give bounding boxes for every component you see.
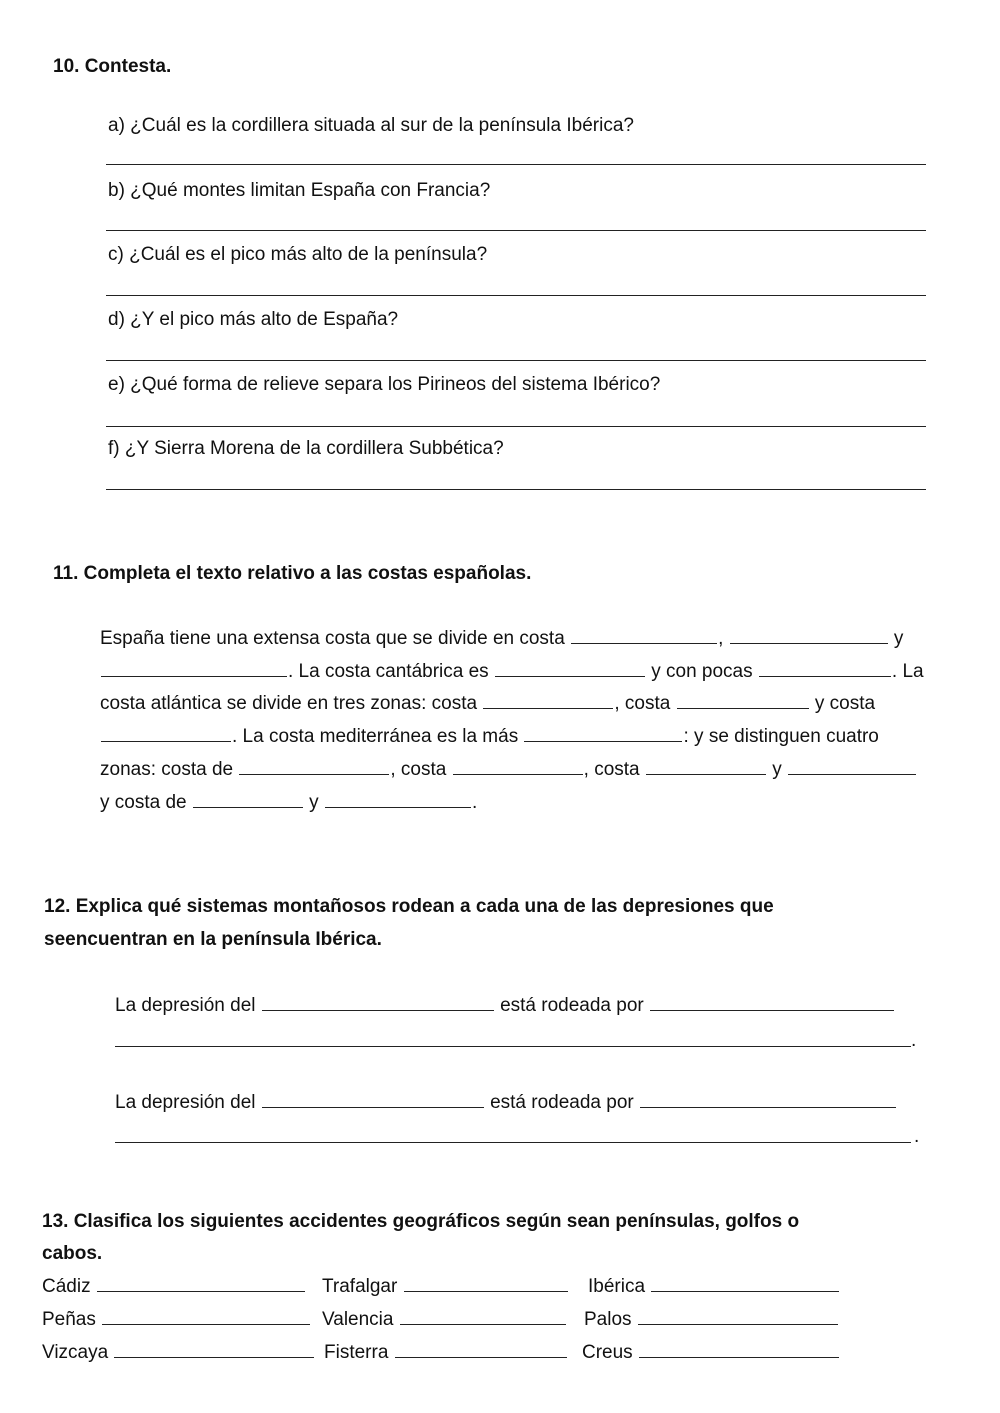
- q13-item-valencia: [322, 1310, 567, 1329]
- q11-line3-text-a: costa atlántica se divide en tres zonas: costa: [100, 693, 478, 714]
- q13-title-line-2: cabos.: [42, 1243, 103, 1264]
- q11-line4-text-b: : y se distinguen cuatro: [683, 726, 879, 747]
- q11-blank[interactable]: [193, 793, 303, 808]
- q10-answer-line-a[interactable]: [106, 164, 926, 165]
- q13-blank[interactable]: [102, 1310, 310, 1325]
- q13-blank[interactable]: [114, 1343, 314, 1358]
- q11-blank[interactable]: [730, 629, 888, 644]
- q13-blank[interactable]: [651, 1277, 839, 1292]
- q11-line5-text-c: , costa: [583, 759, 640, 780]
- q11-line5-text-b: , costa: [390, 759, 447, 780]
- q11-line4-text-a: . La costa mediterránea es la más: [232, 726, 519, 747]
- q12-row2-text-b: está rodeada por: [490, 1092, 634, 1113]
- q12-blank[interactable]: [650, 996, 894, 1011]
- q11-blank[interactable]: [788, 760, 916, 775]
- q12-title-line-1: 12. Explica qué sistemas montañosos rodean a cada una de las depresiones que: [44, 896, 774, 917]
- q12-blank[interactable]: [262, 1093, 484, 1108]
- q12-answer-line-1[interactable]: [115, 1046, 911, 1047]
- q11-text-line-6: [100, 793, 477, 812]
- q10-answer-line-f[interactable]: [106, 489, 926, 490]
- q13-label: Valencia: [322, 1309, 394, 1330]
- q10-question-a: a) ¿Cuál es la cordillera situada al sur de la península Ibérica?: [108, 115, 634, 136]
- q11-text-line-4: [100, 727, 879, 746]
- q12-row-2: [115, 1093, 897, 1112]
- q13-label: Cádiz: [42, 1276, 91, 1297]
- q13-label: Trafalgar: [322, 1276, 398, 1297]
- q13-label: Peñas: [42, 1309, 96, 1330]
- q13-item-penas: [42, 1310, 311, 1329]
- q13-blank[interactable]: [400, 1310, 566, 1325]
- q11-text-line-2: [100, 662, 924, 681]
- q13-label: Ibérica: [588, 1276, 646, 1297]
- q11-line2-text-c: . La: [891, 661, 924, 682]
- q11-blank[interactable]: [101, 662, 287, 677]
- q11-line6-text-b: y: [309, 792, 319, 813]
- q12-row2-end: .: [914, 1126, 920, 1147]
- q11-line3-text-b: , costa: [614, 693, 671, 714]
- q11-line5-text-d: y: [772, 759, 782, 780]
- q13-item-palos: [584, 1310, 839, 1329]
- q13-item-fisterra: [324, 1343, 568, 1362]
- q13-blank[interactable]: [639, 1343, 839, 1358]
- q10-question-e: e) ¿Qué forma de relieve separa los Pirineos del sistema Ibérico?: [108, 374, 661, 395]
- q12-row1-text-b: está rodeada por: [500, 995, 644, 1016]
- q12-blank[interactable]: [262, 996, 494, 1011]
- q13-blank[interactable]: [395, 1343, 567, 1358]
- q10-answer-line-c[interactable]: [106, 295, 926, 296]
- q11-line6-text-a: y costa de: [100, 792, 187, 813]
- q13-label: Creus: [582, 1342, 633, 1363]
- q10-title: 10. Contesta.: [53, 56, 172, 77]
- q13-blank[interactable]: [97, 1277, 305, 1292]
- q11-text-line-3: [100, 694, 875, 713]
- q10-answer-line-d[interactable]: [106, 360, 926, 361]
- q12-row2-text-a: La depresión del: [115, 1092, 256, 1113]
- q11-blank[interactable]: [325, 793, 471, 808]
- q10-question-c: c) ¿Cuál es el pico más alto de la península?: [108, 244, 488, 265]
- q11-line5-text-a: zonas: costa de: [100, 759, 234, 780]
- q11-title: 11. Completa el texto relativo a las costas españolas.: [53, 563, 532, 584]
- q12-row1-end: .: [911, 1030, 917, 1051]
- q13-item-trafalgar: [322, 1277, 569, 1296]
- q11-text-line-1: [100, 629, 903, 648]
- q12-row1-text-a: La depresión del: [115, 995, 256, 1016]
- q13-label: Fisterra: [324, 1342, 389, 1363]
- q11-blank[interactable]: [483, 694, 613, 709]
- q11-blank[interactable]: [571, 629, 717, 644]
- q11-line1-text-b: ,: [718, 628, 724, 649]
- q11-blank[interactable]: [524, 727, 682, 742]
- q11-blank[interactable]: [759, 662, 891, 677]
- q12-answer-line-2[interactable]: [115, 1142, 911, 1143]
- q11-line2-text-a: . La costa cantábrica es: [288, 661, 489, 682]
- q11-line3-text-c: y costa: [814, 693, 876, 714]
- q13-item-vizcaya: [42, 1343, 315, 1362]
- q11-blank[interactable]: [101, 727, 231, 742]
- q12-blank[interactable]: [640, 1093, 896, 1108]
- q10-answer-line-b[interactable]: [106, 230, 926, 231]
- q11-line6-text-c: .: [471, 792, 478, 813]
- q13-title-line-1: 13. Clasifica los siguientes accidentes geográficos según sean penínsulas, golfos o: [42, 1211, 800, 1232]
- q10-question-f: f) ¿Y Sierra Morena de la cordillera Subbética?: [108, 438, 504, 459]
- q11-text-line-5: [100, 760, 917, 779]
- q13-item-cadiz: [42, 1277, 306, 1296]
- q11-blank[interactable]: [495, 662, 645, 677]
- q11-line1-text-a: España tiene una extensa costa que se divide en costa: [100, 628, 565, 649]
- q10-question-b: b) ¿Qué montes limitan España con Francia?: [108, 180, 491, 201]
- q10-answer-line-e[interactable]: [106, 426, 926, 427]
- q13-blank[interactable]: [404, 1277, 568, 1292]
- q11-line2-text-b: y con pocas: [651, 661, 753, 682]
- q13-item-creus: [582, 1343, 840, 1362]
- q11-blank[interactable]: [646, 760, 766, 775]
- q11-line1-text-c: y: [893, 628, 904, 649]
- q11-blank[interactable]: [239, 760, 389, 775]
- q13-blank[interactable]: [638, 1310, 838, 1325]
- q13-label: Vizcaya: [42, 1342, 109, 1363]
- q11-blank[interactable]: [677, 694, 809, 709]
- q11-blank[interactable]: [453, 760, 583, 775]
- q10-question-d: d) ¿Y el pico más alto de España?: [108, 309, 399, 330]
- q12-row-1: [115, 996, 895, 1015]
- q12-title-line-2: seencuentran en la península Ibérica.: [44, 929, 382, 950]
- q13-label: Palos: [584, 1309, 632, 1330]
- q13-item-iberica: [588, 1277, 840, 1296]
